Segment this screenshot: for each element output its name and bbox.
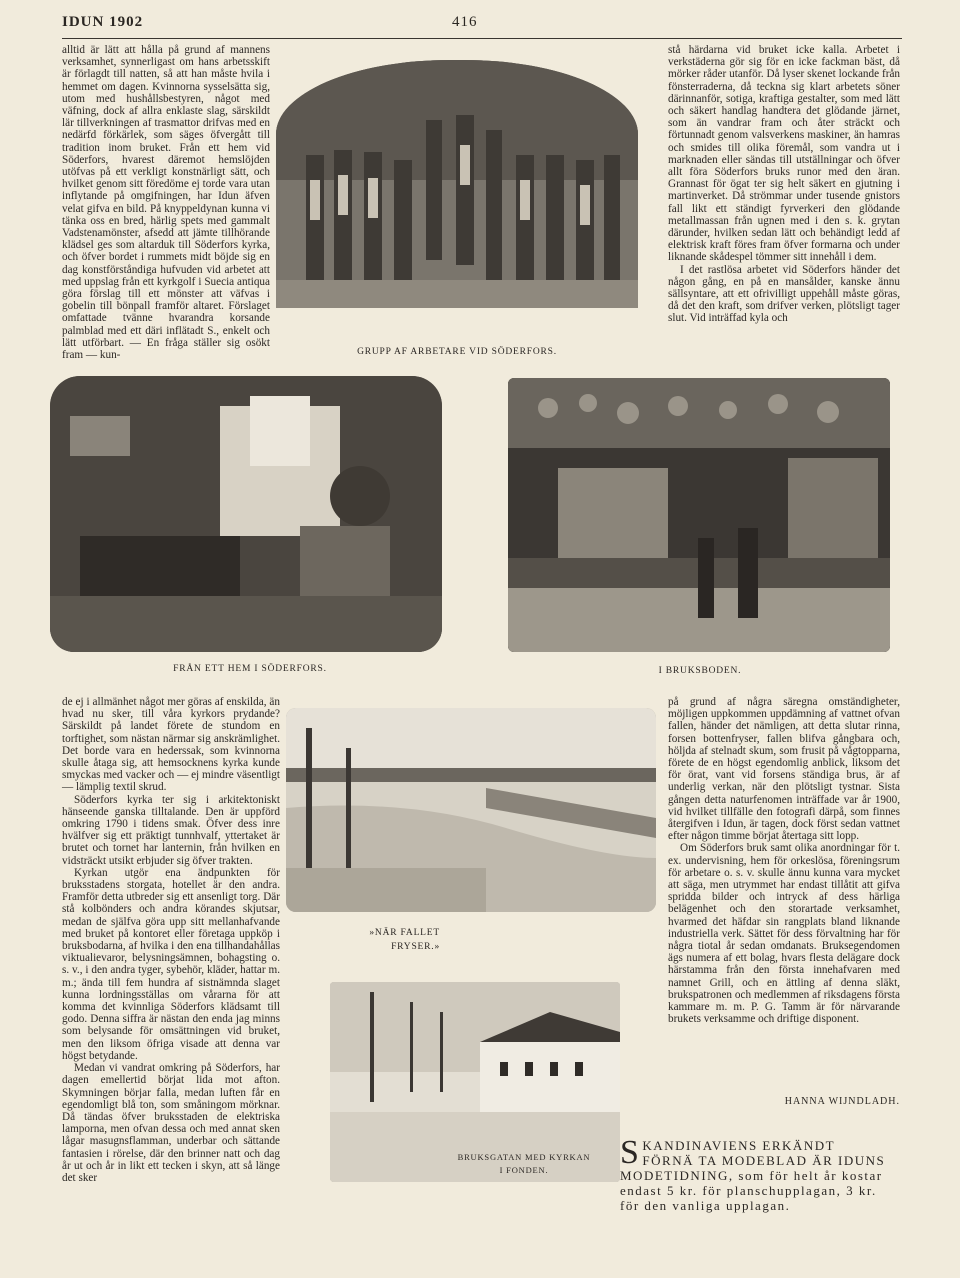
caption-street-line1: BRUKSGATAN MED KYRKAN	[457, 1152, 591, 1162]
caption-worker-group: GRUPP AF ARBETARE VID SÖDERFORS.	[357, 347, 557, 357]
paragraph: Söderfors kyrka ter sig i arkitektoniskt hänseende ganska tilltalande. Den är uppförd omkring 1790 i tidens smak. Öfver dess inre hvälfver sig ett präktigt tunnhvalf, yttertaket är brutet och tornet har lanternin, från hvilken en vidsträckt utsikt erbjuder sig öfver trakten.	[62, 793, 280, 867]
paragraph: på grund af några säregna omständigheter, möjligen uppkommen uppdämning af vattnet ofvan fallen, händer det nämligen, att detta slutar rinna, forsen bottenfryser, fallen blifva gångbara och, höljda af stelnadt skum, som frusit på vågtopparna, förete de en högst egendomlig anblick, liksom det för örat, vant vid forsens ständiga brus, är af underlig verkan, när den plötsligt tystnar. Sista gången detta naturfenomen inträffade var år 1900, vid hvilket tillfälle den fotografi därpå, som finnes återgifven i Idun, är tagen, dock först sedan vattnet efter någon timme börjat återtaga sitt lopp.	[668, 696, 900, 843]
photo-shop	[508, 378, 890, 652]
paragraph: Kyrkan utgör ena ändpunkten för bruksstadens storgata, hotellet är den andra. Framför detta utbreder sig ett ansenligt torg. Där stå kolbönders och andra körandes skjutsar, medan de själfva göra upp sitt mellanhafvande med bruket på kontoret eller företaga uppköp i bruksbodarna, af hvilka i den ena tillhandahållas viktualievaror, belysningsämnen, bohagsting o. s. v., i den andra tyger, sybehör, kläder, hattar m. m.; ända till fem hundra af sistnämnda slaget kunna lordningsställas om vårarna för att komma det kvinnliga Söderfors klädsamt till godo. Denna siffra är nästan den enda jag minns som belysande för omsättningen vid bruket, men den liksom öfriga visade att denna var högst betydande.	[62, 866, 280, 1062]
page-number: 416	[452, 14, 478, 30]
col1-bottom-text	[62, 696, 280, 1184]
col3-bottom-text	[668, 696, 900, 1025]
paragraph: Medan vi vandrat omkring på Söderfors, har dagen emellertid börjat lida mot afton. Skymningen börjar falla, medan luften får en egendomligt blå ton, som småningom mörknar. Då tändas öfver bruksstaden de elektriska lamporna, men ofvan dessa och med annat sken lågar masugnsflamman, underbar och sättande fantasien i rörelse, där den brinner natt och dag år ut och år in likt ett tecken i skyn, att så länge det sker	[62, 1062, 280, 1184]
photo-home-interior	[50, 376, 442, 652]
col3-top-text	[668, 44, 900, 325]
caption-home-interior: FRÅN ETT HEM I SÖDERFORS.	[173, 664, 327, 674]
caption-shop: I BRUKSBODEN.	[658, 666, 742, 676]
caption-street-line2: I FONDEN.	[499, 1165, 549, 1175]
caption-frozen-falls-line2: FRYSER.»	[391, 942, 440, 952]
journal-title: IDUN 1902	[62, 14, 144, 30]
ad-text: KANDINAVIENS ERKÄNDT FÖRNÄ TA MODEBLAD ÄR IDUNS MODETIDNING, som för helt år kostar endast 5 kr. för planschupplagan, 3 kr. för den vanliga upplagan.	[620, 1138, 886, 1213]
photo-worker-group	[276, 60, 638, 308]
paragraph: alltid är lätt att hålla på grund af mannens verksamhet, synnerligast om hans arbetsskift är förlagdt till natten, så att han måste hvila i hemmet om dagen. Kvinnorna sysselsätta sig, utom med hushållsbestyren, något med väfning, dock af allra enklaste slag, särskildt lär tillverkningen af trasmattor drifvas med en nedärfd förkärlek, som säges öfvergått till tradition inom bruket. Från ett hem vid Söderfors, hvarest däremot hemslöjden utöfvas på ett verkligt konstnärligt sätt, och hvilket genom sitt föredöme ej torde vara utan inflytande på omgifningen, har Idun äfven velat gifva en bild. På knyppeldynan kunna vi tänka oss en bred, härlig spets med gammalt Vadstenamönster, afsedd att jämte tillhörande klädsel ges som altarduk till Söderfors kyrka, och öfver bordet i rummets midt böjde sig en dag konstförståndiga hufvuden vid arbetet att med uppslag från ett kyrkgolf i Suecia antiqua göra förslag till ett mönster att väfvas i gobelin till bönpall framför altaret. Förslaget omfattade tvänne hvarandra korsande palmblad med ett däri inflätadt S., enkelt och lätt utförbart. — En fråga ställer sig osökt fram — kun-	[62, 44, 270, 362]
paragraph: de ej i allmänhet något mer göras af enskilda, än hvad nu sker, till våra kyrkors prydande? Särskildt på landet förete de stundom en torftighet, som nästan närmar sig anskrämlighet. Det borde vara en hederssak, som kvinnorna skulle åtaga sig, att hemsocknens kyrka kunde smyckas med vacker och — ej mindre väsentligt — lämplig textil skrud.	[62, 696, 280, 794]
header-rule	[62, 38, 902, 39]
paragraph: stå härdarna vid bruket icke kalla. Arbetet i verkstäderna gör sig för en icke fackman bäst, då mörker råder utanför. Då lyser skenet lockande från fönsterraderna, då teckna sig klart arbetets söner därinnanför, sotiga, kraftiga gestalter, som med lätt och säkert handlag handtera det glödande järnet, som än vandrar fram och åter sträckt och förtunnadt genom valsverkens maskiner, än hamras och smides till olika föremål, som vandra ut i marknaden eller sändas till utställningar och öfver allt föra Söderfors bruks runor med den äran. Grannast för ögat ter sig helt säkert en gjutning i martinverket. Då strömmar under tusende gnistors fall likt ett ständigt fyrverkeri den glödande metallmassan från ugnen med i den s. k. grytan därunder, hvilken sedan lätt och behändigt ledd af elektrisk kraft föres fram öfver formarna och under liknande skådespel tömmer sitt innehåll i dem.	[668, 44, 900, 264]
col1-top-text	[62, 44, 270, 361]
ad-drop-cap: S	[620, 1134, 641, 1171]
paragraph: Om Söderfors bruk samt olika anordningar för t. ex. undervisning, hem för orkeslösa, föreningsrum för arbetare o. s. v. skulle ännu kunna vara mycket att säga, men utrymmet har endast tillåtit att gifva spridda bilder och intryck af dess härliga belägenhet och den storartade verksamhet, hvarmed det häfdar sin rangplats bland liknande industriella verk. Sättet för dess förvaltning har för några tiotal år sedan omdanats. Bruksegendomen ägs numera af ett bolag, hvars flesta delägare dock härstamma från den första innehafvaren med namnet Grill, och en ättling af denna släkt, brukspatronen och medlemmen af riksdagens första kammare m. m. P. G. Tamm är för närvarande brukets verksamme och driftige disponent.	[668, 842, 900, 1026]
photo-frozen-falls	[286, 708, 656, 912]
paragraph: I det rastlösa arbetet vid Söderfors händer det någon gång, en på en mansålder, kanske ännu sällsyntare, att ett ofrivilligt uppehåll måste göras, då det den kraft, som drifver verken, plötsligt tager slut. Vid inträffad kyla och	[668, 263, 900, 325]
caption-frozen-falls-line1: »NÄR FALLET	[369, 928, 440, 938]
author-signature: HANNA WIJNDLADH.	[784, 1096, 900, 1107]
page-header	[62, 14, 900, 38]
advertisement	[620, 1134, 890, 1213]
